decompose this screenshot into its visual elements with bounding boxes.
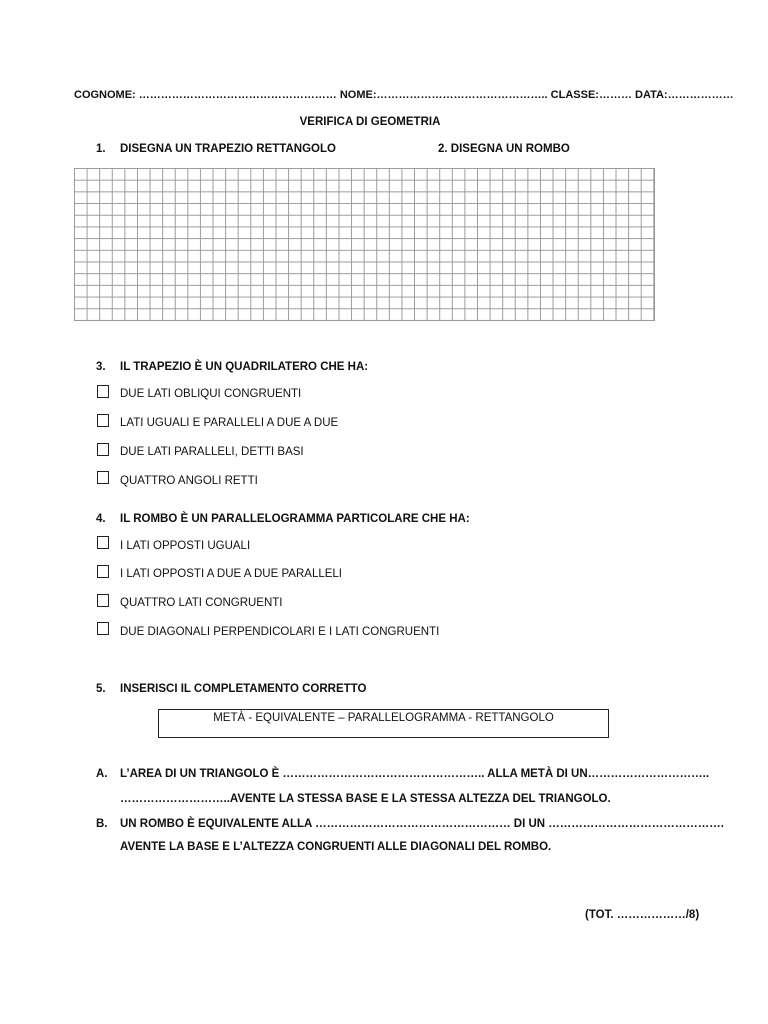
q5-b-line1[interactable]: UN ROMBO È EQUIVALENTE ALLA …………………………………………… DI UN ……………………………………….: [120, 818, 724, 830]
page-title: VERIFICA DI GEOMETRIA: [299, 116, 441, 128]
q3-option-3: DUE LATI PARALLELI, DETTI BASI: [120, 446, 304, 458]
q3-checkbox-1[interactable]: [97, 385, 109, 398]
q5-b-label: B.: [96, 818, 108, 830]
q3-option-4: QUATTRO ANGOLI RETTI: [120, 475, 258, 487]
q3-checkbox-2[interactable]: [97, 414, 109, 427]
q5-number: 5.: [96, 683, 106, 695]
q2-text: 2. DISEGNA UN ROMBO: [438, 143, 570, 155]
q4-option-3: QUATTRO LATI CONGRUENTI: [120, 597, 283, 609]
word-bank: METÀ - EQUIVALENTE – PARALLELOGRAMMA - RETTANGOLO: [213, 712, 554, 724]
q4-checkbox-3[interactable]: [97, 594, 109, 607]
q1-text: DISEGNA UN TRAPEZIO RETTANGOLO: [120, 143, 336, 155]
q4-option-4: DUE DIAGONALI PERPENDICOLARI E I LATI CONGRUENTI: [120, 626, 440, 638]
word-bank-box: [158, 709, 609, 738]
q3-number: 3.: [96, 361, 106, 373]
q4-checkbox-4[interactable]: [97, 622, 109, 635]
q5-a-line1[interactable]: L’AREA DI UN TRIANGOLO È …………………………………………….. ALLA METÀ DI UN…………………………..: [120, 768, 710, 780]
q4-checkbox-1[interactable]: [97, 536, 109, 549]
q4-option-2: I LATI OPPOSTI A DUE A DUE PARALLELI: [120, 568, 342, 580]
q4-checkbox-2[interactable]: [97, 565, 109, 578]
q5-b-line2: AVENTE LA BASE E L’ALTEZZA CONGRUENTI ALLE DIAGONALI DEL ROMBO.: [120, 841, 552, 853]
q4-number: 4.: [96, 513, 106, 525]
drawing-grid[interactable]: [74, 168, 655, 321]
q3-option-2: LATI UGUALI E PARALLELI A DUE A DUE: [120, 417, 339, 429]
q3-option-1: DUE LATI OBLIQUI CONGRUENTI: [120, 388, 302, 400]
q4-text: IL ROMBO È UN PARALLELOGRAMMA PARTICOLARE CHE HA:: [120, 513, 470, 525]
total-score[interactable]: (TOT. ………………/8): [585, 909, 700, 921]
q5-text: INSERISCI IL COMPLETAMENTO CORRETTO: [120, 683, 367, 695]
q3-checkbox-4[interactable]: [97, 471, 109, 484]
q3-text: IL TRAPEZIO È UN QUADRILATERO CHE HA:: [120, 361, 369, 373]
header-fields: COGNOME: ……………………………………………… NOME:……………………………………….. CLASSE:……… DATA:………………: [74, 89, 734, 101]
q5-a-line2[interactable]: ………………………..AVENTE LA STESSA BASE E LA STESSA ALTEZZA DEL TRIANGOLO.: [120, 793, 611, 805]
q3-checkbox-3[interactable]: [97, 443, 109, 456]
q1-number: 1.: [96, 143, 106, 155]
q4-option-1: I LATI OPPOSTI UGUALI: [120, 540, 251, 552]
q5-a-label: A.: [96, 768, 108, 780]
